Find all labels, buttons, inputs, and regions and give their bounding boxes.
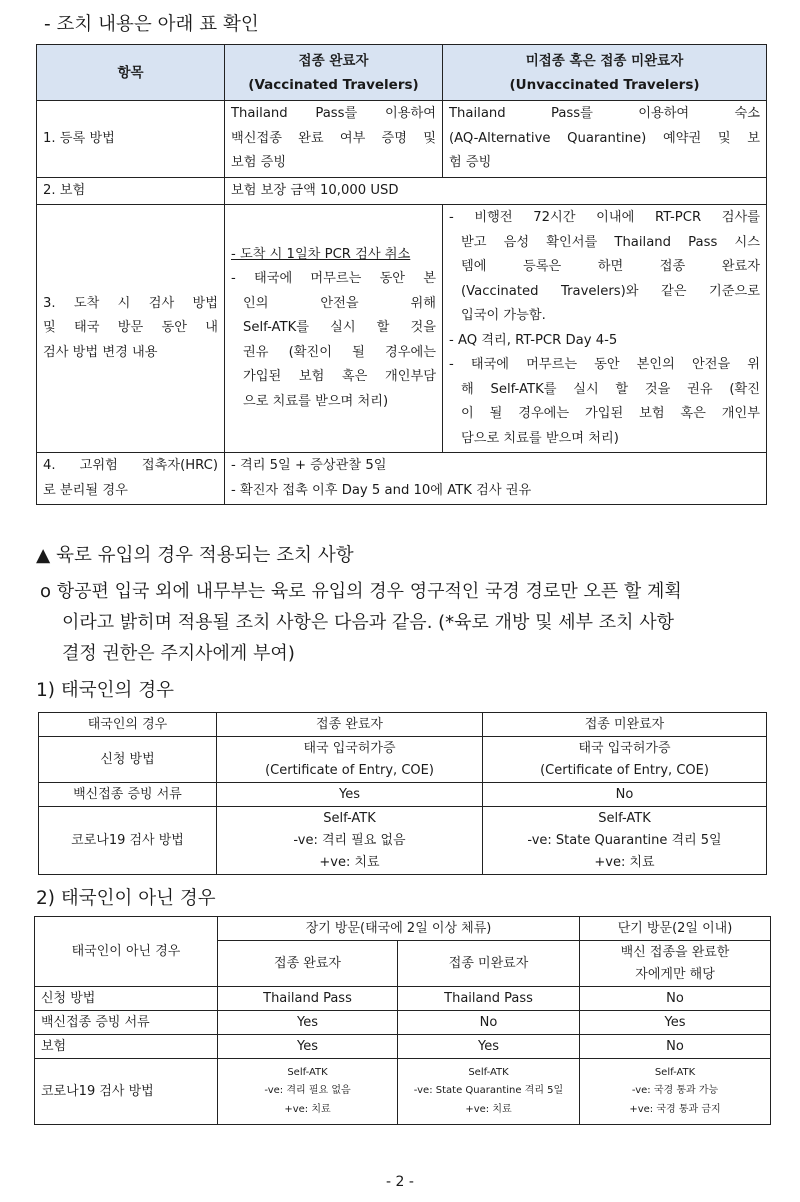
row-cell: No	[398, 1011, 580, 1035]
header-cell: 태국인의 경우	[39, 713, 217, 737]
row-label: 3. 도착 시 검사 방법 및 태국 방문 동안 내 검사 방법 변경 내용	[37, 205, 225, 453]
row-cell: Thailand Pass를 이용하여 백신접종 완료 여부 증명 및 보험 증빙	[225, 101, 443, 178]
row-cell: Self-ATK -ve: State Quarantine 격리 5일 +ve: 치료	[483, 807, 767, 875]
row-cell: Yes	[218, 1011, 398, 1035]
paragraph-land: o 항공편 입국 외에 내무부는 육로 유입의 경우 영구적인 국경 경로만 오픈 할 계획 이라고 밝히며 적용될 조치 사항은 다음과 같음. (*육로 개방 및 세부 조치 사항 결정 권한은 주지사에게 부여)	[40, 581, 682, 664]
row-label: 4. 고위험 접촉자(HRC) 로 분리될 경우	[37, 453, 225, 505]
row-cell: No	[580, 987, 771, 1011]
header-vaccinated: 접종 완료자 (Vaccinated Travelers)	[225, 45, 443, 101]
header-unvaccinated: 접종 미완료자	[398, 941, 580, 987]
table-row	[37, 453, 767, 505]
row-cell: Yes	[218, 1035, 398, 1059]
header-corner: 태국인이 아닌 경우	[35, 917, 218, 987]
row-cell: Self-ATK -ve: 격리 필요 없음 +ve: 치료	[217, 807, 483, 875]
row-label: 백신접종 증빙 서류	[39, 783, 217, 807]
header-short-visit: 단기 방문(2일 이내)	[580, 917, 771, 941]
row-cell: Yes	[580, 1011, 771, 1035]
section-heading-land: ▲ 육로 유입의 경우 적용되는 조치 사항	[36, 545, 354, 566]
row-cell: Thailand Pass	[218, 987, 398, 1011]
table-row	[35, 1011, 771, 1035]
thai-nationals-table	[38, 712, 767, 875]
row-cell: 보험 보장 금액 10,000 USD	[225, 178, 767, 205]
row-cell: Yes	[398, 1035, 580, 1059]
table-row	[39, 737, 767, 783]
table-row	[35, 987, 771, 1011]
table-row	[39, 783, 767, 807]
header-unvaccinated: 미접종 혹은 접종 미완료자 (Unvaccinated Travelers)	[443, 45, 767, 101]
row-label: 2. 보험	[37, 178, 225, 205]
row-cell: Thailand Pass를 이용하여 숙소 (AQ-Alternative Quarantine) 예약권 및 보 험 증빙	[443, 101, 767, 178]
row-label: 1. 등록 방법	[37, 101, 225, 178]
non-thai-table	[34, 916, 771, 1125]
row-label: 신청 방법	[35, 987, 218, 1011]
table-header-row	[37, 45, 767, 101]
row-cell: No	[580, 1035, 771, 1059]
subheading-non-thai: 2) 태국인이 아닌 경우	[36, 888, 216, 909]
header-vaccinated: 접종 완료자	[218, 941, 398, 987]
table-row	[37, 178, 767, 205]
header-long-visit: 장기 방문(태국에 2일 이상 체류)	[218, 917, 580, 941]
subheading-thai: 1) 태국인의 경우	[36, 680, 174, 701]
row-cell: 태국 입국허가증 (Certificate of Entry, COE)	[483, 737, 767, 783]
row-cell: Self-ATK -ve: 국경 통과 가능 +ve: 국경 통과 금지	[580, 1059, 771, 1125]
row-label: 신청 방법	[39, 737, 217, 783]
row-cell: Thailand Pass	[398, 987, 580, 1011]
header-cell: 접종 미완료자	[483, 713, 767, 737]
row-cell: 태국 입국허가증 (Certificate of Entry, COE)	[217, 737, 483, 783]
table-header-row	[35, 917, 771, 941]
row-label: 보험	[35, 1035, 218, 1059]
header-item: 항목	[37, 45, 225, 101]
row-cell: - 도착 시 1일차 PCR 검사 취소 - 태국에 머무르는 동안 본 인의 안전을 위해 Self-ATK를 실시 할 것을 권유 (확진이 될 경우에는 가입된 보험 혹은 개인부담 으로 치료를 받으며 처리)	[225, 205, 443, 453]
row-cell: Self-ATK -ve: 격리 필요 없음 +ve: 치료	[218, 1059, 398, 1125]
table-row	[35, 1035, 771, 1059]
row-cell: - 비행전 72시간 이내에 RT-PCR 검사를 받고 음성 확인서를 Thailand Pass 시스 템에 등록은 하면 접종 완료자 (Vaccinated Travelers)와 같은 기준으로 입국이 가능함. - AQ 격리, RT-PCR Day 4-5 - 태국에 머무르는 동안 본인의 안전을 위 해 Self-ATK를 실시 할 것을 권유 (확진 이 될 경우에는 가입된 보험 혹은 개인부 담으로 치료를 받으며 처리)	[443, 205, 767, 453]
row-label: 코로나19 검사 방법	[39, 807, 217, 875]
page-number: - 2 -	[386, 1174, 414, 1190]
table-row	[39, 807, 767, 875]
table-row	[37, 101, 767, 178]
row-cell: - 격리 5일 + 증상관찰 5일 - 확진자 접촉 이후 Day 5 and 10에 ATK 검사 권유	[225, 453, 767, 505]
row-cell: No	[483, 783, 767, 807]
row-label: 코로나19 검사 방법	[35, 1059, 218, 1125]
header-cell: 접종 완료자	[217, 713, 483, 737]
section-heading-measures: - 조치 내용은 아래 표 확인	[44, 14, 259, 35]
row-cell: Yes	[217, 783, 483, 807]
table-row	[37, 205, 767, 453]
table-header-row	[39, 713, 767, 737]
header-vaccinated-only: 백신 접종을 완료한 자에게만 해당	[580, 941, 771, 987]
vaccination-measures-table	[36, 44, 767, 505]
table-row	[35, 1059, 771, 1125]
row-cell: Self-ATK -ve: State Quarantine 격리 5일 +ve: 치료	[398, 1059, 580, 1125]
row-label: 백신접종 증빙 서류	[35, 1011, 218, 1035]
